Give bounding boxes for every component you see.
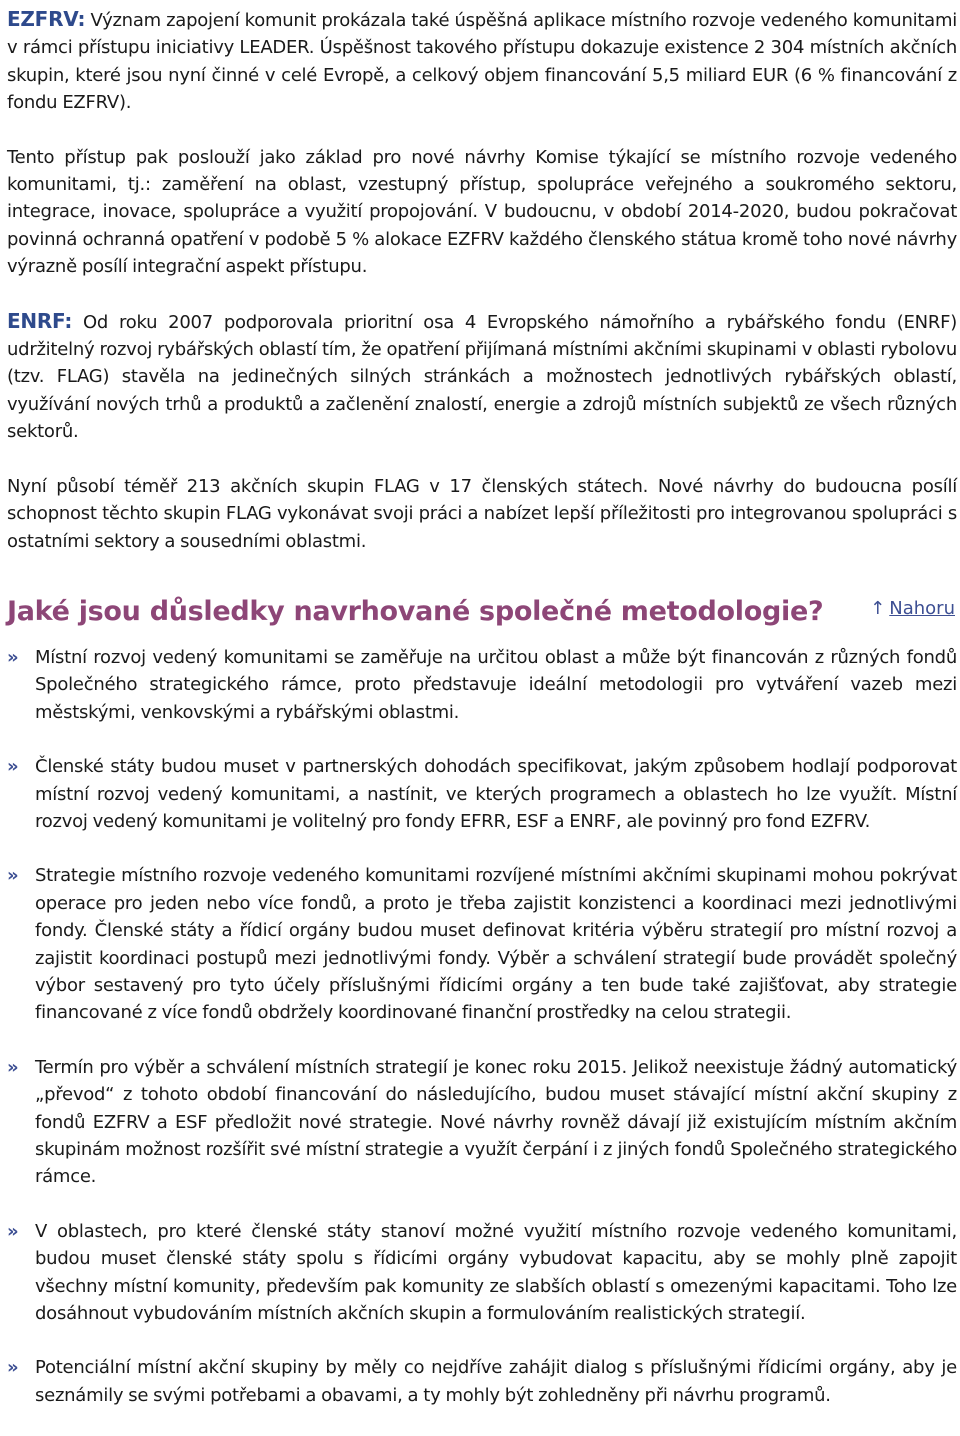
ezfrv-paragraph	[7, 6, 957, 117]
section-header	[7, 592, 957, 644]
list-item	[7, 644, 957, 726]
double-chevron-icon: »	[7, 865, 19, 887]
list-item-text: Místní rozvoj vedený komunitami se zaměřuje na určitou oblast a může být financován z různých fondů Společného strategického rámce, proto představuje ideální metodologii pro vytváření vazeb mezi městskými, venkovskými a rybářskými oblastmi.	[35, 646, 957, 723]
double-chevron-icon: »	[7, 1220, 19, 1242]
double-chevron-icon: »	[7, 1056, 19, 1078]
ezfrv-text: Význam zapojení komunit prokázala také úspěšná aplikace místního rozvoje vedeného komunitami v rámci přístupu iniciativy LEADER. Úspěšnost takového přístupu dokazuje existence 2 304 místních akčních skupin, které jsou nyní činné v celé Evropě, a celkový objem financování 5,5 miliard EUR (6 % financování z fondu EZFRV).	[7, 10, 957, 114]
list-item-text: Členské státy budou muset v partnerských dohodách specifikovat, jakým způsobem hodlají podporovat místní rozvoj vedený komunitami, a nastínit, ve kterých programech a oblastech ho lze využít. Místní rozvoj vedený komunitami je volitelný pro fondy EFRR, ESF a ENRF, ale povinný pro fond EZFRV.	[35, 756, 957, 832]
section-heading: Jaké jsou důsledky navrhované společné metodologie?	[7, 595, 824, 627]
enrf-paragraph	[7, 308, 957, 446]
list-item	[7, 1054, 957, 1191]
document-page	[7, 0, 957, 1436]
list-item-text: V oblastech, pro které členské státy stanoví možné využití místního rozvoje vedeného komunitami, budou muset členské státy spolu s řídicími orgány vybudovat kapacitu, aby se mohly plně zapojit všechny místní komunity, především pak komunity ze slabších oblastí s omezenými kapacitami. Toho lze dosáhnout vybudováním místních akčních skupin a formulováním realistických strategií.	[35, 1220, 957, 1325]
enrf-label: ENRF:	[7, 308, 73, 333]
list-item	[7, 1354, 957, 1409]
list-item	[7, 1218, 957, 1328]
list-item-text: Strategie místního rozvoje vedeného komunitami rozvíjené místními akčními skupinami mohou pokrývat operace pro jeden nebo více fondů, a proto je třeba zajistit konzistenci a koordinaci mezi jednotlivými fondy. Členské státy a řídicí orgány budou muset definovat kritéria výběru strategií pro místní rozvoj a zajistit koordinaci postupů mezi jednotlivými fondy. Výběr a schválení strategií bude provádět společný výbor sestavený pro tyto účely příslušnými řídicími orgány a ten bude také zajišťovat, aby strategie financované z více fondů obdržely koordinované finanční prostředky na celou strategii.	[35, 865, 957, 1024]
bullet-list	[7, 644, 957, 1409]
flag-paragraph: Nyní působí téměř 213 akčních skupin FLAG v 17 členských státech. Nové návrhy do budoucna posílí schopnost těchto skupin FLAG vykonávat svoji práci a nabízet lepší příležitosti pro integrovanou spolupráci s ostatními sektory a sousedními oblastmi.	[7, 475, 957, 552]
list-item	[7, 862, 957, 1026]
ezfrv-label: EZFRV:	[7, 7, 86, 31]
double-chevron-icon: »	[7, 756, 19, 778]
double-chevron-icon: »	[7, 646, 19, 668]
back-to-top-link[interactable]	[870, 598, 955, 619]
back-to-top-label: Nahoru	[889, 597, 955, 619]
double-chevron-icon: »	[7, 1357, 19, 1379]
list-item-text: Potenciální místní akční skupiny by měly co nejdříve zahájit dialog s příslušnými řídicími orgány, aby je seznámily se svými potřebami a obavami, a ty mohly být zohledněny při návrhu programů.	[35, 1357, 957, 1406]
list-item	[7, 753, 957, 835]
arrow-up-icon: ↑	[870, 597, 886, 619]
list-item-text: Termín pro výběr a schválení místních strategií je konec roku 2015. Jelikož neexistuje žádný automatický „převod“ z tohoto období financování do následujícího, budou muset stávající místní akční skupiny z fondů EZFRV a ESF předložit nové strategie. Nové návrhy rovněž dávají již existujícím místním akčním skupinám možnost rozšířit své místní strategie a využít čerpání i z jiných fondů Společného strategického rámce.	[35, 1056, 957, 1188]
approach-paragraph: Tento přístup pak poslouží jako základ pro nové návrhy Komise týkající se místního rozvoje vedeného komunitami, tj.: zaměření na oblast, vzestupný přístup, spolupráce veřejného a soukromého sektoru, integrace, inovace, spolupráce a využití propojování. V budoucnu, v období 2014-2020, budou pokračovat povinná ochranná opatření v podobě 5 % alokace EZFRV každého členského státua kromě toho nové návrhy výrazně posílí integrační aspekt přístupu.	[7, 146, 957, 278]
enrf-text: Od roku 2007 podporovala prioritní osa 4 Evropského námořního a rybářského fondu (ENRF) udržitelný rozvoj rybářských oblastí tím, že opatření přijímaná místními akčními skupinami v oblasti rybolovu (tzv. FLAG) stavěla na jedinečných silných stránkách a možnostech jednotlivých rybářských oblastí, využívání nových trhů a produktů a začlenění znalostí, energie a zdrojů místních subjektů ze všech různých sektorů.	[7, 311, 957, 443]
